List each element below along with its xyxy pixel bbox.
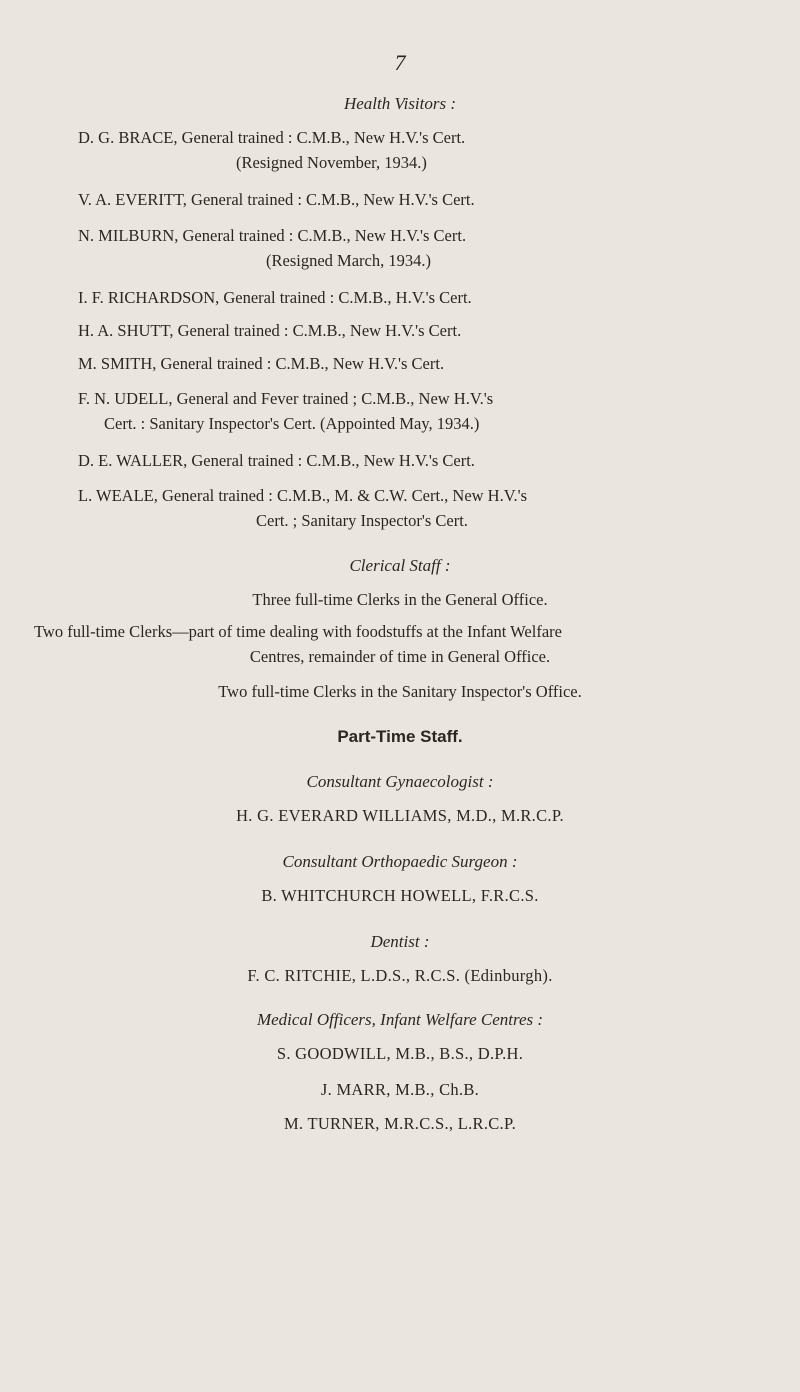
- hv-entry-milburn: N. MILBURN, General trained : C.M.B., New H.V.'s Cert.: [78, 226, 467, 245]
- hv-entry-richardson: I. F. RICHARDSON, General trained : C.M.B., H.V.'s Cert.: [78, 288, 472, 307]
- dentist-name: F. C. RITCHIE, L.D.S., R.C.S. (Edinburgh).: [247, 966, 553, 985]
- page-number: 7: [394, 50, 406, 75]
- medical-officer-goodwill: S. GOODWILL, M.B., B.S., D.P.H.: [276, 1044, 524, 1063]
- hv-entry-everitt: V. A. EVERITT, General trained : C.M.B., New H.V.'s Cert.: [78, 190, 475, 209]
- hv-entry-shutt: H. A. SHUTT, General trained : C.M.B., New H.V.'s Cert.: [78, 321, 462, 340]
- clerical-line-general-office: Three full-time Clerks in the General Office.: [252, 590, 548, 609]
- medical-officer-turner: M. TURNER, M.R.C.S., L.R.C.P.: [283, 1114, 517, 1133]
- hv-entry-weale-note: Cert. ; Sanitary Inspector's Cert.: [256, 511, 468, 530]
- clerical-line-infant-welfare: Two full-time Clerks—part of time dealing with foodstuffs at the Infant Welfare: [34, 622, 562, 641]
- hv-entry-waller: D. E. WALLER, General trained : C.M.B., New H.V.'s Cert.: [78, 451, 475, 470]
- dentist-heading: Dentist :: [370, 932, 430, 951]
- hv-entry-brace: D. G. BRACE, General trained : C.M.B., New H.V.'s Cert.: [78, 128, 466, 147]
- hv-entry-brace-note: (Resigned November, 1934.): [236, 153, 427, 172]
- gynaecologist-name: H. G. EVERARD WILLIAMS, M.D., M.R.C.P.: [236, 806, 564, 825]
- clerical-line-sanitary: Two full-time Clerks in the Sanitary Inspector's Office.: [218, 682, 582, 701]
- medical-officer-marr: J. MARR, M.B., Ch.B.: [320, 1080, 480, 1099]
- part-time-staff-heading: Part-Time Staff.: [337, 727, 463, 746]
- medical-officers-heading: Medical Officers, Infant Welfare Centres :: [256, 1010, 544, 1029]
- orthopaedic-surgeon-heading: Consultant Orthopaedic Surgeon :: [282, 852, 518, 871]
- clerical-line-remainder: Centres, remainder of time in General Office.: [249, 647, 551, 666]
- hv-entry-weale: L. WEALE, General trained : C.M.B., M. & C.W. Cert., New H.V.'s: [78, 486, 528, 505]
- clerical-staff-heading: Clerical Staff :: [349, 556, 451, 575]
- orthopaedic-surgeon-name: B. WHITCHURCH HOWELL, F.R.C.S.: [261, 886, 539, 905]
- hv-entry-udell-note: Cert. : Sanitary Inspector's Cert. (Appointed May, 1934.): [104, 414, 480, 433]
- hv-entry-udell: F. N. UDELL, General and Fever trained ; C.M.B., New H.V.'s: [78, 389, 494, 408]
- hv-entry-smith: M. SMITH, General trained : C.M.B., New H.V.'s Cert.: [78, 354, 445, 373]
- gynaecologist-heading: Consultant Gynaecologist :: [306, 772, 494, 791]
- hv-entry-milburn-note: (Resigned March, 1934.): [266, 251, 431, 270]
- health-visitors-heading: Health Visitors :: [343, 94, 457, 113]
